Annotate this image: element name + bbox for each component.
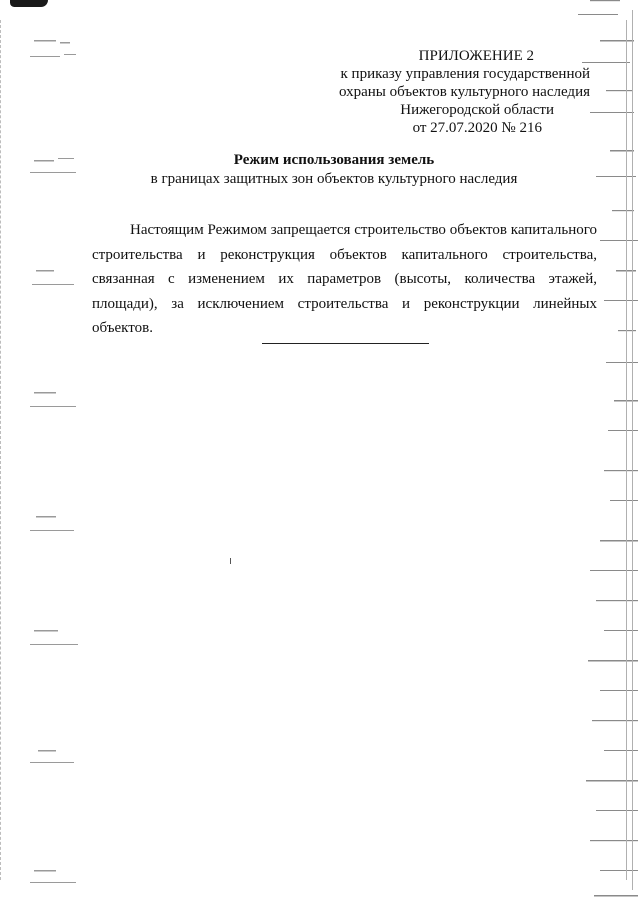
document-header [270, 47, 590, 137]
header-date: от 27.07.2020 № 216 [412, 120, 542, 136]
appendix-label: ПРИЛОЖЕНИЕ 2 [418, 48, 534, 64]
header-line-department: охраны объектов культурного наследия [338, 84, 590, 100]
scan-noise-left [20, 30, 90, 890]
closing-rule [262, 343, 429, 344]
scan-edge-left [0, 20, 2, 880]
body-paragraph: Настоящим Режимом запрещается строительство объектов капитального строительства и реконструкция объектов капитального строительства, связанная с изменением их параметров (высоты, количества этажей, площади), за исключением строительства и реконструкции линейных объектов. [92, 222, 597, 336]
header-line-region: Нижегородской области [400, 102, 554, 118]
scan-artifact-top [10, 0, 48, 7]
header-line-order: к приказу управления государственной [340, 66, 590, 82]
document-subtitle: в границах защитных зон объектов культурного наследия [150, 171, 518, 187]
document-title: Режим использования земель [233, 152, 435, 168]
scan-tick-mark [230, 558, 231, 564]
